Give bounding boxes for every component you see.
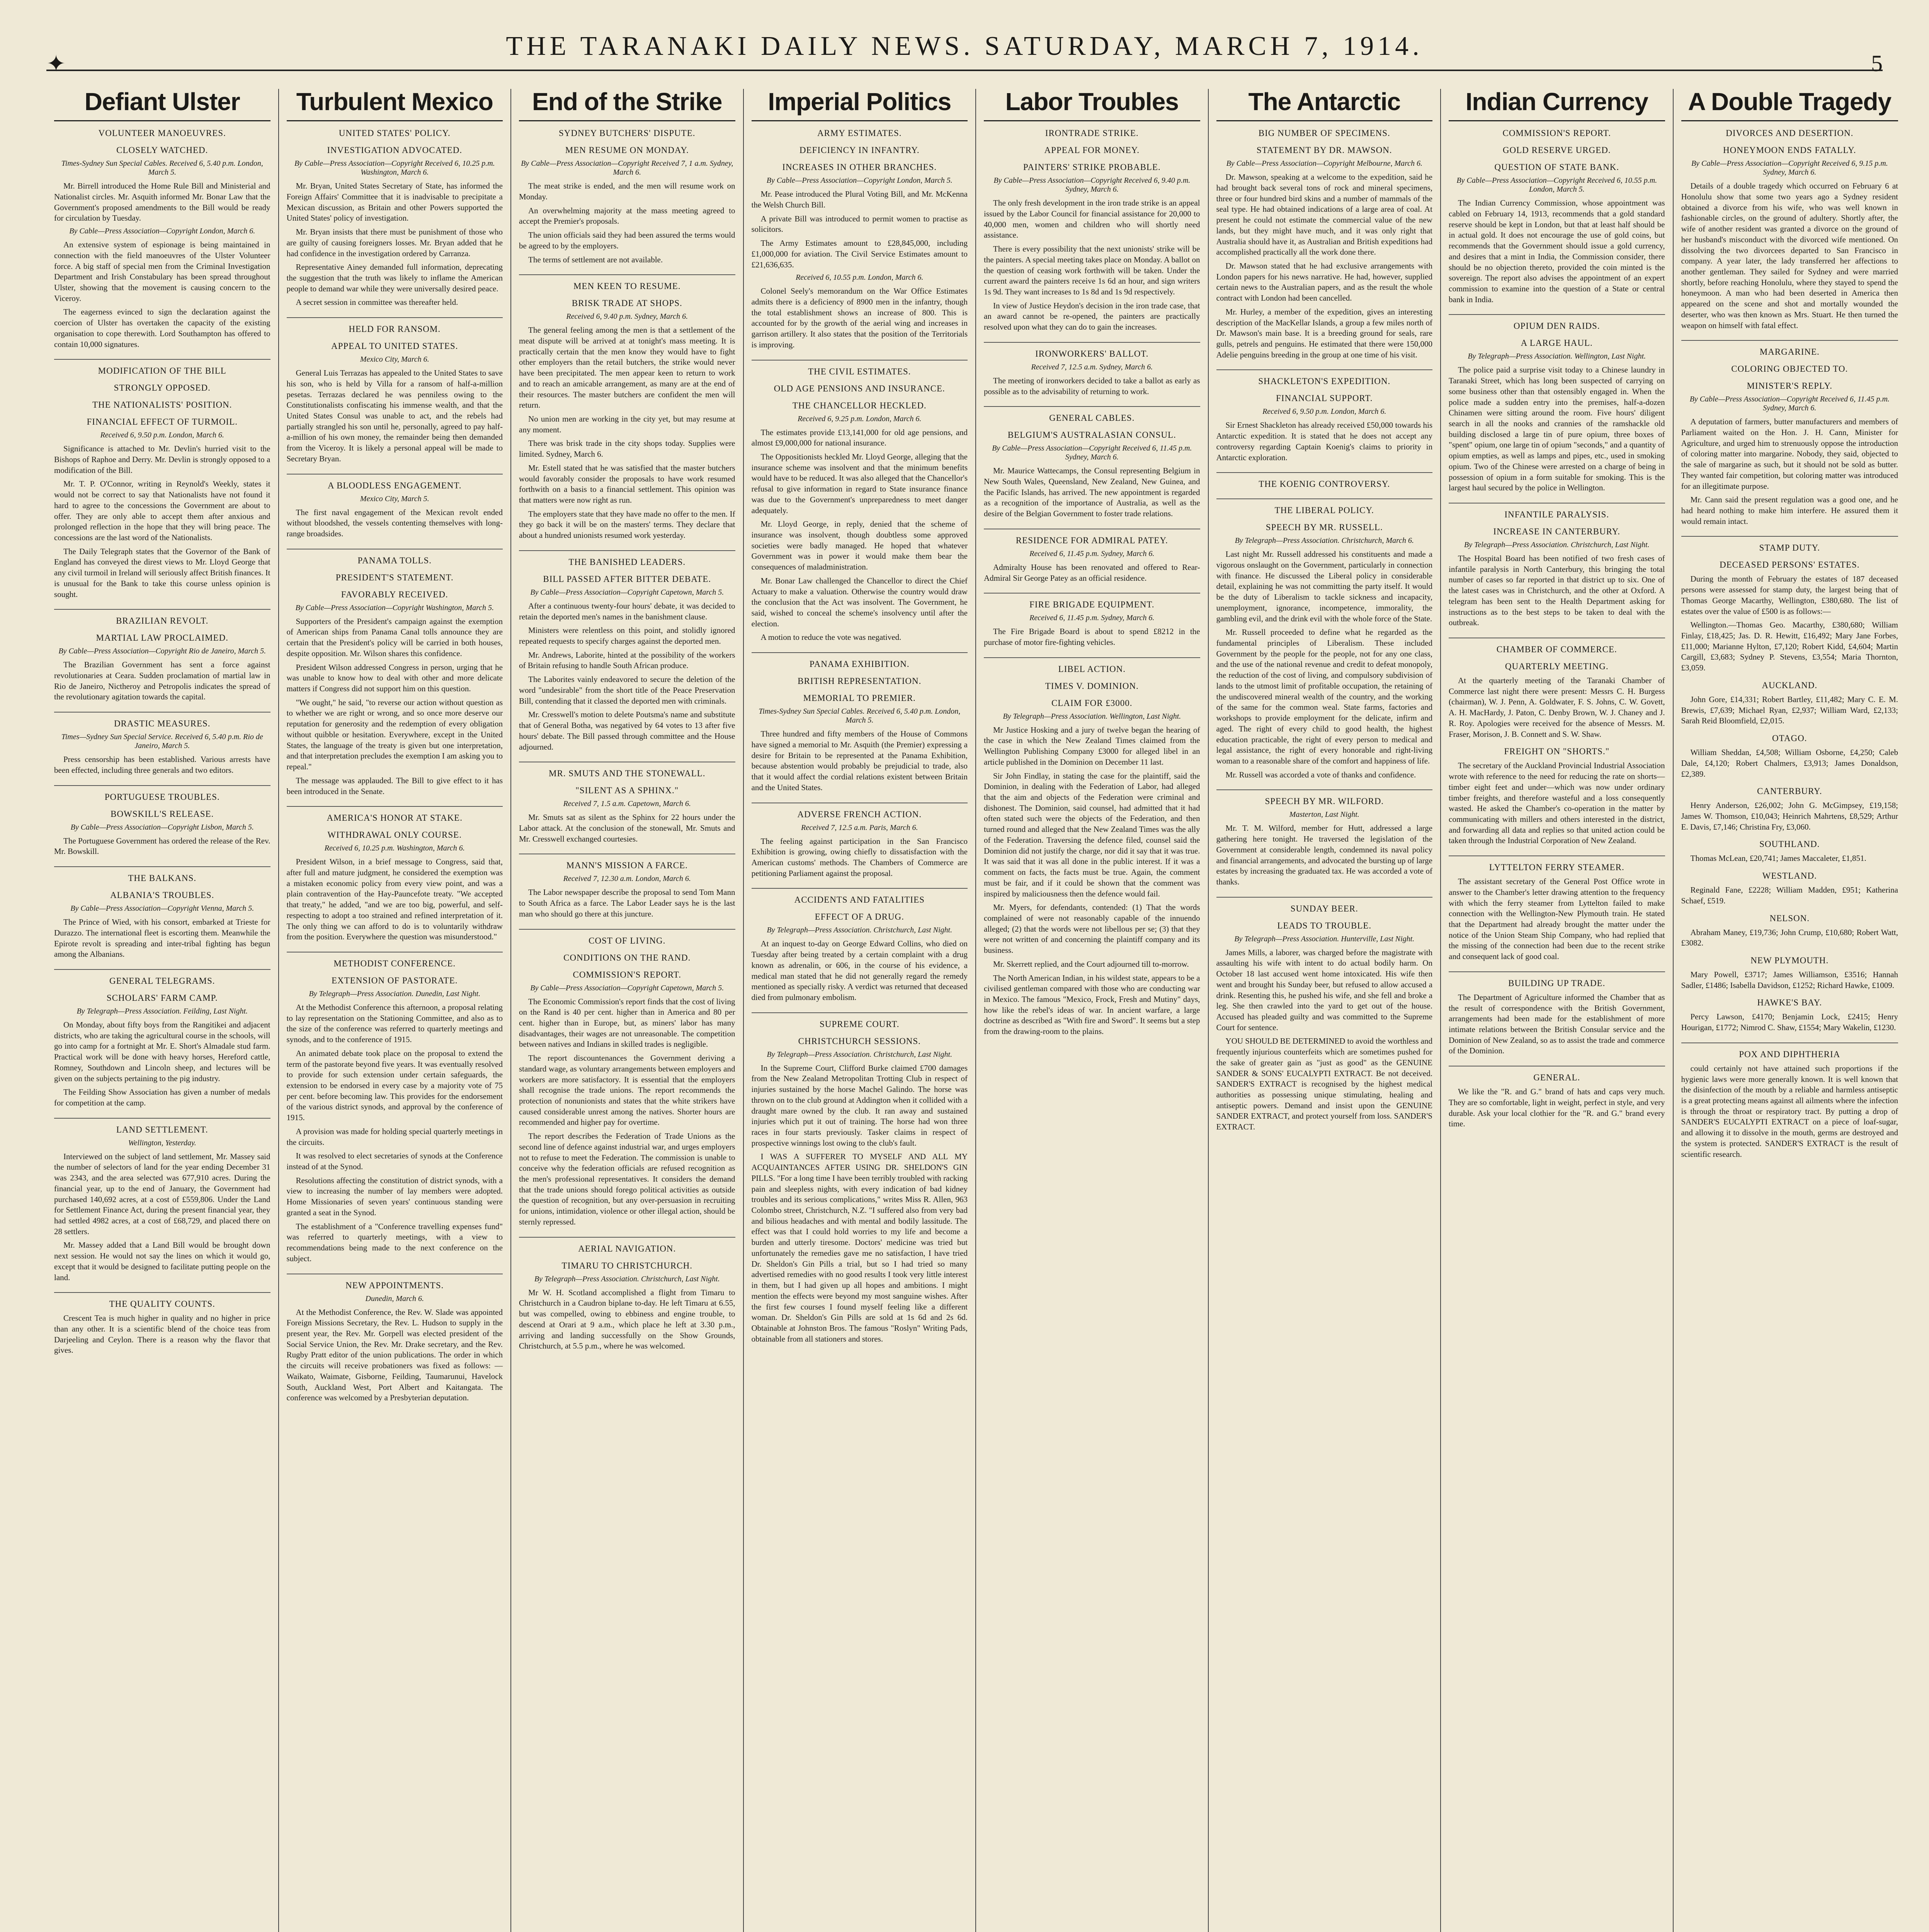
article-paragraph: could certainly not have attained such proportions if the hygienic laws were more generally known. It is well known that the disinfection of the mouth by a reliable and harmless antiseptic is a great protecting means against all ailments where the infection is through the throat or respiratory tract. By putting a drop of SANDER'S EUCALYPTI EXTRACT on a piece of loaf-sugar, and allowing it to dissolve in the mouth, germs are destroyed and the system is protected. SANDER'S EXTRACT is the result of scientific research.	[1681, 1063, 1898, 1159]
column-headline: Imperial Politics	[752, 89, 968, 121]
article-paragraph: Mr. Russell was accorded a vote of thanks and confidence.	[1225, 770, 1416, 779]
article-paragraph: The only fresh development in the iron trade strike is an appeal issued by the Labor Council for financial assistance for 20,000 to 40,000 men, women and children who will shortly need assistance.	[984, 198, 1200, 240]
dateline: By Cable—Press Association—Copyright Lisbon, March 5.	[70, 823, 254, 832]
section-subhead: NELSON.	[1769, 913, 1810, 923]
article-paragraph: Press censorship has been established. Various arrests have been effected, including three generals and two editors.	[54, 755, 270, 775]
news-column	[744, 89, 976, 1932]
section-subhead: MEN KEEN TO RESUME.	[519, 274, 735, 291]
masthead-title: THE TARANAKI DAILY NEWS. SATURDAY, MARCH 7, 1914.	[506, 31, 1423, 61]
section-subhead: CLOSELY WATCHED.	[116, 145, 208, 155]
dateline: By Telegraph—Press Association. Christchurch, Last Night.	[534, 1274, 720, 1283]
article-paragraph: Mr. Hurley, a member of the expedition, gives an interesting description of the MacKellar Islands, a group a few miles north of Dr. Mawson's main base. It is a breeding ground for seals, rare gulls, petrels and penguins. He estimated that there were 150,000 Adelie penguins breeding in the group at one time of his visit.	[1216, 307, 1432, 359]
article-paragraph: The message was applauded. The Bill to give effect to it has been introduced in the Senate.	[286, 776, 503, 796]
dateline: By Cable—Press Association—Copyright Received 7, 1 a.m. Sydney, March 6.	[521, 159, 733, 177]
section-subhead: COLORING OBJECTED TO.	[1731, 364, 1848, 374]
section-subhead: CONDITIONS ON THE RAND.	[563, 952, 691, 963]
section-subhead: THE NATIONALISTS' POSITION.	[92, 400, 232, 410]
article-paragraph: There was brisk trade in the city shops today. Supplies were limited. Sydney, March 6.	[519, 439, 735, 459]
section-subhead: ADVERSE FRENCH ACTION.	[752, 803, 968, 820]
news-column	[1441, 89, 1674, 1932]
section-subhead: PORTUGUESE TROUBLES.	[54, 785, 270, 802]
section-subhead: PAINTERS' STRIKE PROBABLE.	[1023, 162, 1161, 172]
section-subhead: MINISTER'S REPLY.	[1747, 381, 1833, 391]
article-paragraph: The Indian Currency Commission, whose appointment was cabled on February 14, 1913, recommends that a gold standard reserve should be kept in London, but that at least half should be in actual gold. It does not encourage the use of gold coins, but recommends that the Government should issue a gold currency, and desires that a mint in India, the Commission consider, there should be no objection thereto, provided the coin minted is the sovereign. The report also advises the appointment of an expert commission to examine into the question of a State or central bank in India.	[1449, 198, 1665, 304]
column-headline: End of the Strike	[519, 89, 735, 121]
section-subhead: LEADS TO TROUBLE.	[1277, 920, 1372, 930]
article-paragraph: The North American Indian, in his wildest state, appears to be a civilised gentleman compared with those who are conducting war in Mexico. The famous "Mexico, Frock, Fresh and Mutiny" days, how like the rebel's ideas of war. In ancient warfare, a large doctrine as described as "With fire and Sword". It seems but a step from the drawing-room to the plains.	[984, 973, 1200, 1036]
dateline: By Cable—Press Association—Copyright Melbourne, March 6.	[1226, 159, 1423, 168]
article-paragraph: Mr. Bryan insists that there must be punishment of those who are guilty of causing foreigners losses. Mr. Bryan added that he had confidence in the investigation ordered by Carranza.	[286, 227, 503, 258]
section-subhead: TIMARU TO CHRISTCHURCH.	[561, 1260, 692, 1270]
article-paragraph: Mr. Bonar Law challenged the Chancellor to direct the Chief Actuary to make a valuation. Otherwise the country would draw the conclusion that the Act was insolvent. The Government, he said, wished to conceal the scheme's insolvency until after the election.	[751, 576, 968, 628]
section-subhead: AMERICA'S HONOR AT STAKE.	[287, 806, 503, 823]
dateline: By Cable—Press Association—Copyright London, March 6.	[69, 227, 255, 236]
news-column	[1674, 89, 1906, 1932]
section-subhead: INCREASE IN CANTERBURY.	[1493, 527, 1621, 536]
section-subhead: DECEASED PERSONS' ESTATES.	[1720, 560, 1860, 570]
dateline: By Cable—Press Association—Copyright Rio de Janeiro, March 5.	[58, 647, 266, 656]
article-paragraph: Mr W. H. Scotland accomplished a flight from Timaru to Christchurch in a Caudron biplane to-day. He left Timaru at 6.55, but was compelled, owing to ebbiness and engine trouble, to descend at Orari at 9 a.m., which place he left at 3.30 p.m., arriving and landing successfully on the Show Grounds, Christchurch, at 5.5 p.m., where he was welcomed.	[519, 1287, 735, 1351]
section-subhead: DIVORCES AND DESERTION.	[1726, 128, 1854, 138]
section-subhead: MODIFICATION OF THE BILL	[54, 359, 270, 376]
section-subhead: A LARGE HAUL.	[1521, 338, 1593, 348]
article-paragraph: It was resolved to elect secretaries of synods at the Conference instead of at the Synod.	[286, 1151, 503, 1172]
article-paragraph: An extensive system of espionage is being maintained in connection with the field manoeuvres of the Ulster Volunteer force. A big staff of special men from the Criminal Investigation Department and Irish Constabulary has been spread throughout Ulster, showing that the movement is causing concern to the Viceroy.	[54, 240, 270, 303]
article-paragraph: The Fire Brigade Board is about to spend £8212 in the purchase of motor fire-fighting vehicles.	[984, 627, 1200, 647]
article-paragraph: Henry Anderson, £26,002; John G. McGimpsey, £19,158; James W. Thomson, £10,043; Heinrich Mahrtens, £8,529; Arthur E. Davis, £7,146; Christina Fry, £3,060.	[1681, 801, 1898, 832]
section-subhead: SYDNEY BUTCHERS' DISPUTE.	[558, 128, 696, 138]
dateline: By Telegraph—Press Association. Christchurch, Last Night.	[767, 1050, 953, 1059]
article-paragraph: Mr. Bryan, United States Secretary of State, has informed the Foreign Affairs' Committee that it is inadvisable to precipitate a Mexican discussion, as Britain and other Powers supported the United States' policy of investigation.	[286, 181, 503, 223]
article-paragraph: Mr. Estell stated that he was satisfied that the master butchers would favorably consider the proposals to have work resumed forthwith on a basis to a financial settlement. This opinion was that matters were now right as run.	[519, 463, 735, 505]
section-subhead: SUPREME COURT.	[752, 1012, 968, 1029]
section-subhead: AUCKLAND.	[1762, 680, 1818, 690]
section-subhead: APPEAL FOR MONEY.	[1044, 145, 1140, 155]
article-paragraph: Mr. Cann said the present regulation was a good one, and he had heard nothing to make him interfere. He assured them it would remain intact.	[1681, 495, 1898, 526]
section-subhead: THE BALKANS.	[54, 866, 270, 883]
article-paragraph: The secretary of the Auckland Provincial Industrial Association wrote with reference to the need for reducing the rate on shorts—timber eight feet and under—which was now under ordinary timber freights, and therefore wasteful and a loss consequently wasted. He asked the Chamber's co-operation in the matter by communicating with millers and others interested in the district, and forwarding all data and replies so that united action could be taken through the Industrial Corporation of New Zealand.	[1449, 761, 1665, 845]
section-subhead: TIMES V. DOMINION.	[1045, 681, 1139, 691]
news-column	[46, 89, 279, 1932]
article-paragraph: In view of Justice Heydon's decision in the iron trade case, that an award cannot be re-opened, the painters are practically resolved upon what they can do to gain the increases.	[984, 301, 1200, 332]
article-paragraph: Resolutions affecting the constitution of district synods, with a view to increasing the number of lay members were adopted. Home Missionaries of seven years' continuous standing were granted a seat in the Synod.	[286, 1175, 503, 1217]
article-paragraph: The eagerness evinced to sign the declaration against the coercion of Ulster has overtaken the capacity of the existing organisation to cope therewith. Lord Southampton has offered to contain 10,000 signatures.	[54, 307, 270, 349]
dateline: Received 7, 12.5 a.m. Sydney, March 6.	[1031, 362, 1153, 371]
article-paragraph: The Portuguese Government has ordered the release of the Rev. Mr. Bowskill.	[54, 836, 270, 856]
article-paragraph: Significance is attached to Mr. Devlin's hurried visit to the Bishops of Raphoe and Derry. Mr. Devlin is strongly opposed to a modification of the Bill.	[54, 444, 270, 475]
dateline: Times—Sydney Sun Special Service. Received 6, 5.40 p.m. Rio de Janeiro, March 5.	[61, 733, 263, 750]
dateline: Received 7, 12.5 a.m. Paris, March 6.	[801, 823, 918, 832]
section-subhead: MARTIAL LAW PROCLAIMED.	[96, 633, 228, 643]
dateline: Received 6, 10.55 p.m. London, March 6.	[796, 273, 924, 282]
dateline: By Telegraph—Press Association. Wellington, Last Night.	[1468, 352, 1646, 361]
article-paragraph: Mr Justice Hosking and a jury of twelve began the hearing of the case in which the New Zealand Times claimed from the Wellington Publishing Company £3000 for alleged libel in an article published in the Dominion on December 11 last.	[984, 725, 1200, 767]
article-paragraph: The terms of settlement are not available.	[528, 255, 663, 264]
dateline: Received 6, 9.40 p.m. Sydney, March 6.	[566, 312, 688, 321]
section-subhead: NEW PLYMOUTH.	[1750, 955, 1829, 965]
article-paragraph: Crescent Tea is much higher in quality and no higher in price than any other. It is a scientific blend of the choice teas from Darjeeling and Ceylon. There is a reason why the flavor that gives.	[54, 1313, 270, 1355]
section-subhead: BUILDING UP TRADE.	[1449, 971, 1665, 988]
section-subhead: GENERAL CABLES.	[984, 406, 1200, 423]
section-subhead: CHAMBER OF COMMERCE.	[1449, 638, 1665, 655]
dateline: By Telegraph—Press Association. Wellington, Last Night.	[1003, 712, 1181, 721]
article-paragraph: President Wilson, in a brief message to Congress, said that, after full and mature judgment, he considered the exemption was a mistaken economic policy from every view point, and was a plain contravention of the Hay-Pauncefote treaty. "We accepted that treaty," he added, "and we are too big, powerful, and self-respecting to adopt a too strained and refined interpretation of it. The only thing we can afford to do is to voluntarily withdraw from the position. Everywhere the question was misunderstood."	[286, 857, 503, 942]
article-paragraph: Mary Powell, £3717; James Williamson, £3516; Hannah Sadler, £1486; Isabella Davidson, £1252; Richard Hawke, £1009.	[1681, 969, 1898, 990]
dateline: By Cable—Press Association—Copyright Received 6, 9.15 p.m. Sydney, March 6.	[1691, 159, 1888, 177]
article-paragraph: Thomas McLean, £20,741; James Maccaleter, £1,851.	[1690, 854, 1866, 863]
section-subhead: BRISK TRADE AT SHOPS.	[572, 298, 682, 308]
article-paragraph: A motion to reduce the vote was negatived.	[760, 633, 902, 642]
article-paragraph: Percy Lawson, £4170; Benjamin Lock, £2415; Henry Hourigan, £1772; Nimrod C. Shaw, £1554; Mary Wakelin, £1230.	[1681, 1012, 1898, 1032]
dateline: By Telegraph—Press Association. Christchurch, Last Night.	[1464, 541, 1650, 549]
section-subhead: DEFICIENCY IN INFANTRY.	[799, 145, 920, 155]
section-subhead: IRONTRADE STRIKE.	[1045, 128, 1139, 138]
section-subhead: IRONWORKERS' BALLOT.	[984, 342, 1200, 359]
article-paragraph: Colonel Seely's memorandum on the War Office Estimates admits there is a deficiency of 8900 men in the infantry, though the total establishment shows an increase of 800. This is accounted for by the growth of the aerial wing and increases in garrison artillery. It also states that the position of the Territorials is improving.	[751, 286, 968, 349]
article-paragraph: Mr. Russell proceeded to define what he regarded as the fundamental principles of Liberalism. These included Government by the people for the people, not for any one class, and the use of the national revenue and credit to defeat monopoly, the reduction of the cost of living, and compulsory subdivision of lands to the utmost limit of profitable occupation, the retaining of the undiscovered mineral wealth of the country, and the working of the same for the common weal. State farms, factories and workshops to provide employment for the delicate, infirm and aged. The right of every child to good health, the highest education practicable, the right of every person to medical and legal assistance, the right of every honorable and right-living woman to a reasonable share of the comfort and happiness of life.	[1216, 628, 1432, 765]
dateline: By Cable—Press Association—Copyright Received 6, 9.40 p.m. Sydney, March 6.	[993, 176, 1191, 194]
dateline: By Telegraph—Press Association. Feilding, Last Night.	[77, 1007, 248, 1015]
news-column	[1209, 89, 1441, 1932]
article-paragraph: Mr. Lloyd George, in reply, denied that the scheme of insurance was insolvent, though doubtless some approved societies were badly managed. He hoped that whatever Government was in power it would make them bear the consequences of maladministration.	[751, 519, 968, 572]
section-subhead: GENERAL TELEGRAMS.	[54, 969, 270, 986]
section-subhead: ARMY ESTIMATES.	[817, 128, 902, 138]
section-subhead: WITHDRAWAL ONLY COURSE.	[327, 830, 462, 840]
article-paragraph: The report discountenances the Government deriving a standard wage, as voluntary arrangements between employers and workers are more satisfactory. It is essential that the employers shall recognise the trade unions. The report recommends the protection of nonunionists and states that the white strikers have caused considerable unrest among the natives. Shorter hours are recommended and higher pay for overtime.	[519, 1053, 735, 1127]
article-paragraph: "We ought," he said, "to reverse our action without question as to whether we are right or wrong, and so once more deserve our reputation for generosity and the redemption of every obligation without quibble or hesitation. Everywhere, except in the United States, the language of the treaty is given but one interpretation, and that interpretation precludes the exemption I am asking you to repeal."	[286, 697, 503, 772]
section-subhead: THE CIVIL ESTIMATES.	[752, 360, 968, 377]
section-subhead: THE KOENIG CONTROVERSY.	[1216, 472, 1433, 489]
section-subhead: BIG NUMBER OF SPECIMENS.	[1258, 128, 1390, 138]
article-paragraph: The Daily Telegraph states that the Governor of the Bank of England has conveyed the direst views to Mr. Lloyd George that any civil turmoil in Ireland will seriously affect British finances. It is unusual for the Bank to take this course unless opinion is sought.	[54, 546, 270, 599]
section-subhead: LYTTELTON FERRY STEAMER.	[1449, 855, 1665, 872]
article-paragraph: Details of a double tragedy which occurred on February 6 at Honolulu show that some two years ago a Sydney resident obtained a divorce from his wife, who was well known in fashionable circles, on the ground of adultery. Shortly after, the wife of another resident was granted a divorce on the ground of her husband's misconduct with the divorced wife mentioned. On dissolving the two divorcees departed to San Francisco in company. A year later, the lady transferred her affections to another gentleman. They sailed for Sydney and were married shortly, before reaching Honolulu, where they stayed to spend the honeymoon. A man who had been deserted in America then appeared on the scene and shot and mortally wounded the deserter, who was then known as Mrs. Stuart. He then turned the weapon on himself with fatal effect.	[1681, 181, 1898, 330]
section-subhead: STRONGLY OPPOSED.	[114, 383, 211, 393]
article-paragraph: The employers state that they have made no offer to the men. If they go back it will be on the masters' terms. They declare that about a hundred unionists resumed work yesterday.	[519, 509, 735, 540]
dateline: By Cable—Press Association—Copyright Received 6, 11.45 p.m. Sydney, March 6.	[992, 444, 1192, 462]
section-subhead: A BLOODLESS ENGAGEMENT.	[287, 474, 503, 491]
article-paragraph: Sir Ernest Shackleton has already received £50,000 towards his Antarctic expedition. It is stated that he does not accept any controversy regarding Captain Koenig's claims to priority in Antarctic exploration.	[1216, 420, 1432, 462]
article-paragraph: Supporters of the President's campaign against the exemption of American ships from Panama Canal tolls announce they are certain that the President's policy will be carried in both houses, despite opposition. Mr. Wilson shares this confidence.	[286, 616, 503, 658]
article-paragraph: General Luis Terrazas has appealed to the United States to save his son, who is held by Villa for a ransom of half-a-million pesetas. Terrazas declared he was penniless owing to the Constitutionalists confiscating his immense wealth, and that the United States Consul was unable to act, and the rebels had partially strangled his son until he, personally, agreed to pay half-a-million of his own money, the remainder being then demanded from the Viceroy. It is likely a personal appeal will be made to Secretary Bryan.	[286, 368, 503, 463]
section-subhead: SCHOLARS' FARM CAMP.	[106, 993, 218, 1003]
section-subhead: FAVORABLY RECEIVED.	[341, 589, 448, 599]
article-paragraph: On Monday, about fifty boys from the Rangitikei and adjacent districts, who are taking the agricultural course in the schools, will go into camp for a fortnight at Mr. E. Short's Almadale stud farm. Practical work will be done with heavy horses, Hereford cattle, Romney, Southdown and Lincoln sheep, and lectures will be given on the subjects pertaining to the pig industry.	[54, 1020, 270, 1083]
article-paragraph: Dr. Mawson stated that he had exclusive arrangements with London papers for his news narrative. He had, however, supplied certain news to the Australian papers, and as the result the whole contract with London had been cancelled.	[1216, 261, 1432, 303]
dateline: Wellington, Yesterday.	[128, 1138, 196, 1147]
section-subhead: BILL PASSED AFTER BITTER DEBATE.	[543, 574, 711, 584]
section-subhead: SUNDAY BEER.	[1216, 897, 1433, 914]
section-subhead: OTAGO.	[1772, 733, 1807, 743]
article-paragraph: The Economic Commission's report finds that the cost of living on the Rand is 40 per cent. higher than in America and 80 per cent. higher than in Europe, but, as miners' labor has many disadvantages, their wages are not unreasonable. The competition between natives and Indians in skilled trades is negligible.	[519, 997, 735, 1049]
column-headline: Turbulent Mexico	[287, 89, 503, 121]
news-columns	[46, 89, 1906, 1932]
section-subhead: NEW APPOINTMENTS.	[287, 1274, 503, 1291]
section-subhead: MEMORIAL TO PREMIER.	[803, 693, 916, 703]
section-subhead: MARGARINE.	[1681, 340, 1898, 357]
section-subhead: COMMISSION'S REPORT.	[1502, 128, 1611, 138]
dateline: Received 6, 9.25 p.m. London, March 6.	[798, 414, 922, 423]
section-subhead: PANAMA TOLLS.	[287, 549, 503, 566]
dateline: By Cable—Press Association—Copyright London, March 5.	[766, 176, 953, 185]
article-paragraph: A private Bill was introduced to permit women to practise as solicitors.	[751, 214, 968, 234]
dateline: Mexico City, March 6.	[360, 355, 429, 364]
dateline: Received 7, 1.5 a.m. Capetown, March 6.	[563, 799, 691, 808]
article-paragraph: Representative Ainey demanded full information, deprecating the suggestion that the truth was likely to inflame the American people to demand war while they were universally desired peace.	[286, 262, 503, 293]
article-paragraph: The Prince of Wied, with his consort, embarked at Trieste for Durazzo. The international fleet is escorting them. Meanwhile the Epirote revolt is spreading and inter-tribal fighting has begun among the Albanians.	[54, 917, 270, 959]
section-subhead: QUESTION OF STATE BANK.	[1494, 162, 1619, 172]
section-subhead: INVESTIGATION ADVOCATED.	[327, 145, 463, 155]
article-paragraph: The police paid a surprise visit today to a Chinese laundry in Taranaki Street, which has long been suspected of carrying on some business other than that ostensibly engaged in. When the police made a sudden entry into the premises, half-a-dozen Chinamen were sitting around the room. Five hours' diligent search in all the nooks and crannies of the ramshackle old building disclosed a large tin of pure opium, three boxes of "spent" opium, one large tin of opium "seconds," and a quantity of opium empties, as well as lamps and pipes, etc., used in smoking opium. Two of the Chinese were arrested on a charge of being in possession of opium in a form suitable for smoking. This is the largest haul secured by the police in Wellington.	[1449, 365, 1665, 493]
section-subhead: FINANCIAL SUPPORT.	[1276, 393, 1373, 403]
article-paragraph: Reginald Fane, £2228; William Madden, £951; Katherina Schaef, £519.	[1681, 885, 1898, 905]
article-paragraph: An overwhelming majority at the mass meeting agreed to accept the Premier's proposals.	[519, 206, 735, 226]
section-subhead: FREIGHT ON "SHORTS."	[1504, 747, 1610, 757]
article-paragraph: The Hospital Board has been notified of two fresh cases of infantile paralysis in North Canterbury, this bringing the total number of cases so far reported in that district up to six. One of the latest cases was in Christchurch, and the other at Oxford. A telegram has been sent to the Health Department asking for instructions as to the best steps to be taken to deal with the outbreak.	[1449, 554, 1665, 628]
dateline: By Telegraph—Press Association. Christchurch, March 6.	[1235, 536, 1414, 545]
news-column	[279, 89, 512, 1932]
section-subhead: UNITED STATES' POLICY.	[339, 128, 451, 138]
article-paragraph: A deputation of farmers, butter manufacturers and members of Parliament waited on the Hon. J. H. Cann, Minister for Agriculture, and urged him to strenuously oppose the introduction of coloring matter into margarine. Nobody, they said, objected to the sale of margarine as such, but it should not be sold as butter. They wanted fair competition, but coloring matter was introduced for an illegitimate purpose.	[1681, 417, 1898, 491]
section-subhead: COST OF LIVING.	[519, 929, 735, 946]
section-subhead: CLAIM FOR £3000.	[1051, 698, 1133, 708]
section-subhead: HONEYMOON ENDS FATALLY.	[1723, 145, 1856, 155]
dateline: By Telegraph—Press Association. Hunterville, Last Night.	[1234, 934, 1415, 943]
dateline: Received 7, 12.30 a.m. London, March 6.	[563, 874, 691, 883]
article-paragraph: Sir John Findlay, in stating the case for the plaintiff, said the Dominion, in dealing with the Federation of Labor, had alleged that the aim and objects of the Federation were criminal and dishonest. The Dominion, said counsel, had admitted that it had often stated such were the objects of the Federation, and then turned round and alleged that the New Zealand Times was the ally of the Federation. Traversing the defence filed, counsel said the Dominion did not justify the charge, nor did it say that it was true. It was said that it was all done in the public interest. If it was a comment on facts, the facts must be true. Again, the comment must be fair, and if it could be shown that the comment was inspired by maliciousness then the defence would fail.	[984, 771, 1200, 898]
dateline: By Telegraph—Press Association. Christchurch, Last Night.	[767, 926, 953, 935]
article-paragraph: Mr. T. P. O'Connor, writing in Reynold's Weekly, states it would not be correct to say that Nationalists have not found it hard to agree to the concessions the Government are about to offer. They are only able to accept them after anxious and prolonged reflection in the hope that they will bring peace. The concessions are the last word of the Nationalists.	[54, 479, 270, 542]
section-subhead: BELGIUM'S AUSTRALASIAN CONSUL.	[1007, 430, 1176, 440]
article-paragraph: We like the "R. and G." brand of hats and caps very much. They are so comfortable, light in weight, perfect in style, and very durable. Ask your local clothier for the "R. and G." brand every time.	[1449, 1087, 1665, 1129]
section-subhead: CHRISTCHURCH SESSIONS.	[798, 1036, 921, 1046]
article-paragraph: Last night Mr. Russell addressed his constituents and made a vigorous onslaught on the Government, particularly in connection with finance. He discussed the Liberal policy in considerable detail, explaining he was not committing the party itself. It would be the duty of Liberalism to tackle sickness and incapacity, unemployment, ignorance, incompetence, immorality, the gambling evil, and the drink evil with the whole force of the State.	[1216, 549, 1432, 623]
dateline: By Telegraph—Press Association. Dunedin, Last Night.	[309, 989, 481, 998]
dateline: Dunedin, March 6.	[365, 1294, 424, 1303]
section-subhead: SPEECH BY MR. RUSSELL.	[1266, 522, 1383, 532]
section-subhead: SHACKLETON'S EXPEDITION.	[1216, 369, 1433, 386]
section-subhead: METHODIST CONFERENCE.	[287, 952, 503, 969]
section-subhead: STATEMENT BY DR. MAWSON.	[1256, 145, 1392, 155]
section-subhead: APPEAL TO UNITED STATES.	[331, 341, 458, 351]
article-paragraph: I WAS A SUFFERER TO MYSELF AND ALL MY ACQUAINTANCES AFTER USING DR. SHELDON'S GIN PILLS. "For a long time I have been terribly troubled with racking pain and sleepless nights, with every indication of bad kidney troubles and its serious complications," writes Miss R. Allen, 963 Colombo street, Christchurch, N.Z. "I suffered also from very bad and bilious headaches and with mental and bodily lassitude. The effect was that I could hold worries to my life and become a burden and utterly tiresome. Doctors' medicine was tried but unfortunately the remedies gave me no satisfaction, I have tried Dr. Sheldon's Gin Pills a trial, but so I had tried so many advertised remedies with no good results I took very little interest in them, but I had given up all hopes and ambitions. I might mention the effects were beyond my most sanguine wishes. After the first few courses I found myself feeling like a different woman. Dr. Sheldon's Gin Pills are sold at 1s 6d and 2s 6d. Obtainable at Johnston Bros. The famous "Roslyn" Writing Pads, obtainable from all stationers and stores.	[751, 1152, 968, 1344]
article-paragraph: The report describes the Federation of Trade Unions as the second line of defence against industrial war, and urges employers not to refuse to meet the Federation. The commission is unable to conceive why the federation officials are refused recognition as the men's professional representatives. It considers the demand that the trade unions should forego political activities as outside the question of recognition, but any over-persuasion in recruiting for unions, intimidation, violence or other illegal action, should be sternly repressed.	[519, 1131, 735, 1226]
article-paragraph: The first naval engagement of the Mexican revolt ended without bloodshed, the vessels contenting themselves with long-range broadsides.	[286, 507, 503, 538]
article-paragraph: Abraham Maney, £19,736; John Crump, £10,680; Robert Watt, £3082.	[1681, 927, 1898, 948]
article-paragraph: The union officials said they had been assured the terms would be agreed to by the employers.	[519, 230, 735, 250]
section-subhead: HELD FOR RANSOM.	[287, 317, 503, 334]
article-paragraph: The Department of Agriculture informed the Chamber that as the result of correspondence with the British Government, arrangements had been made for the establishment of more intimate relations between the British Consular service and the Dominion of New Zealand, so as to assist the trade and commerce of the Dominion.	[1449, 992, 1665, 1056]
section-subhead: BRAZILIAN REVOLT.	[54, 609, 270, 626]
column-headline: Indian Currency	[1449, 89, 1665, 121]
section-subhead: CANTERBURY.	[1757, 786, 1822, 796]
dateline: By Cable—Press Association—Copyright Received 6, 10.25 p.m. Washington, March 6.	[294, 159, 495, 177]
article-paragraph: President Wilson addressed Congress in person, urging that he was unable to know how to deal with other and more delicate matters if Congress did not support him on this question.	[286, 662, 503, 694]
article-paragraph: No union men are working in the city yet, but may resume at any moment.	[519, 414, 735, 434]
article-paragraph: The estimates provide £13,141,000 for old age pensions, and almost £9,000,000 for national insurance.	[751, 427, 968, 448]
section-subhead: THE LIBERAL POLICY.	[1216, 498, 1433, 515]
article-paragraph: The assistant secretary of the General Post Office wrote in answer to the Chamber's letter drawing attention to the frequency with which the ferry steamer from Lyttelton failed to make connection with the Wellington-New Plymouth train. He stated that the Department had already brought the matter under the notice of the Union Steam Ship Company, who had replied that the missing of the connection had been due to the recent strike and consequent lack of good coal.	[1449, 877, 1665, 961]
section-subhead: SOUTHLAND.	[1759, 839, 1820, 849]
article-paragraph: Mr. Massey added that a Land Bill would be brought down next session. He would not say the lines on which it would go, except that it would be designed to facilitate putting people on the land.	[54, 1240, 270, 1282]
article-paragraph: The Laborites vainly endeavored to secure the deletion of the word "undesirable" from the short title of the Peace Preservation Bill, contending that it classed the deported men with criminals.	[519, 675, 735, 706]
dateline: Received 6, 9.50 p.m. London, March 6.	[1262, 407, 1386, 416]
section-subhead: BRITISH REPRESENTATION.	[798, 676, 922, 686]
section-subhead: STAMP DUTY.	[1681, 536, 1898, 553]
section-subhead: QUARTERLY MEETING.	[1505, 662, 1609, 672]
article-paragraph: There is every possibility that the next unionists' strike will be the painters. A special meeting takes place on Monday. A ballot on the question of ceasing work forthwith will be taken. Under the current award the painters receive 1s 6d an hour, and sign writers 1s 9d. They want increases to 1s 8d and 1s 9d respectively.	[984, 244, 1200, 296]
page-mark: ✦	[46, 51, 66, 77]
article-paragraph: The Feilding Show Association has given a number of medals for competition at the camp.	[54, 1087, 270, 1107]
dateline: Times-Sydney Sun Special Cables. Received 6, 5.40 p.m. London, March 5.	[61, 159, 263, 177]
section-subhead: EXTENSION OF PASTORATE.	[331, 975, 458, 985]
article-paragraph: At the Methodist Conference, the Rev. W. Slade was appointed Foreign Missions Secretary, the Rev. L. Hudson to supply in the present year, the Rev. Mr. Gorpell was elected president of the Social Service Union, the Rev. Mr. Drake secretary, and the Rev. Rugby Pratt editor of the union publications. The order in which the circuits will receive probationers was fixed as follows: —Waikato, Waimate, Gisborne, Feilding, Taumarunui, Havelock South, Auckland West, Port Albert and Kaitangata. The conference was welcomed by a Presbyterian deputation.	[286, 1307, 503, 1403]
dateline: Received 6, 9.50 p.m. London, March 6.	[100, 431, 224, 440]
article-paragraph: A secret session in committee was thereafter held.	[296, 298, 458, 307]
section-subhead: AERIAL NAVIGATION.	[519, 1237, 735, 1254]
section-subhead: SPEECH BY MR. WILFORD.	[1216, 789, 1433, 806]
section-subhead: GENERAL.	[1449, 1066, 1665, 1083]
section-subhead: THE BANISHED LEADERS.	[519, 550, 735, 567]
article-paragraph: Wellington.—Thomas Geo. Macarthy, £380,680; William Finlay, £18,425; Jas. D. R. Hewitt, £16,492; Mary Jane Forbes, £11,000; Marianne Hylton, £7,120; Robert Kidd, £4,604; Martin Cargill, £3,683; Sydney P. Stevens, £3,554; Maria Thornton, £3,059.	[1681, 620, 1898, 673]
article-paragraph: During the month of February the estates of 187 deceased persons were assessed for stamp duty, the largest being that of Thomas George Macarthy, Wellington, £380,680. The list of estates over the value of £500 is as follows:—	[1681, 574, 1898, 616]
section-subhead: POX AND DIPHTHERIA	[1681, 1043, 1898, 1060]
article-paragraph: Ministers were relentless on this point, and stolidly ignored repeated requests to specify charges against the deported men.	[519, 626, 735, 646]
news-column	[511, 89, 744, 1932]
dateline: By Cable—Press Association—Copyright Capetown, March 5.	[530, 588, 724, 597]
dateline: By Cable—Press Association—Copyright Capetown, March 5.	[530, 983, 724, 992]
article-paragraph: James Mills, a laborer, was charged before the magistrate with assaulting his wife with intent to do actual bodily harm. On October 18 last accused went home intoxicated. His wife then went and brought his Sunday beer, but refused to allow accused a drink. Resenting this, he pushed his wife, and she fell and broke a leg. She then crawled into the yard to get out of the house. Accused has pleaded guilty and was committed to the Supreme Court for sentence.	[1216, 947, 1432, 1032]
section-subhead: WESTLAND.	[1762, 871, 1817, 881]
section-subhead: LAND SETTLEMENT.	[54, 1118, 270, 1135]
article-paragraph: YOU SHOULD BE DETERMINED to avoid the worthless and frequently injurious counterfeits which are sometimes pushed for the sake of greater gain as "just as good" as the GENUINE SANDER & SONS' EUCALYPTI EXTRACT. Be not deceived. SANDER'S EXTRACT is recognised by the highest medical authorities as possessing unique stimulating, healing and antiseptic powers. Demand and insist upon the GENUINE SANDER EXTRACT, and protect yourself from loss. SANDER'S EXTRACT.	[1216, 1036, 1432, 1132]
column-headline: A Double Tragedy	[1681, 89, 1898, 121]
section-subhead: FINANCIAL EFFECT OF TURMOIL.	[87, 417, 238, 427]
dateline: Mexico City, March 5.	[360, 494, 429, 503]
column-headline: The Antarctic	[1216, 89, 1433, 121]
news-column	[976, 89, 1209, 1932]
article-paragraph: An animated debate took place on the proposal to extend the term of the pastorate beyond five years. It was eventually resolved to provide for such extension under certain safeguards, the extension to be endorsed in every case by a majority vote of 75 per cent. before becoming law. This provides for the endorsement of the various district synods, and approval by the conference of 1915.	[286, 1048, 503, 1122]
section-subhead: EFFECT OF A DRUG.	[815, 912, 904, 922]
section-subhead: HAWKE'S BAY.	[1757, 998, 1822, 1008]
section-subhead: INCREASES IN OTHER BRANCHES.	[782, 162, 937, 172]
dateline: Masterton, Last Night.	[1289, 810, 1359, 819]
article-paragraph: Mr. Myers, for defendants, contended: (1) That the words complained of were not reasonably capable of the innuendo alleged; (2) that the words were not libellous per se; (3) that they were not written of and concerning the plaintiff company and its business.	[984, 903, 1200, 955]
article-paragraph: Dr. Mawson, speaking at a welcome to the expedition, said he had brought back several tons of rock and mineral specimens, three or four hundred bird skins and a number of mammals of the seal type. He had obtained indications of a large area of coal. At present he could not estimate the commercial value of the new lands, but they might have much, and it was only right that Australia should have it, as Australian and British expeditions had accomplished practically all the work done there.	[1216, 172, 1432, 257]
article-paragraph: The feeling against participation in the San Francisco Exhibition is growing, owing chiefly to dissatisfaction with the American customs' methods. The Chambers of Commerce are petitioning Parliament against the proposal.	[751, 836, 968, 878]
article-paragraph: The Labor newspaper describe the proposal to send Tom Mann to South Africa as a farce. The Labor Leader says he is the last man who should go there at this juncture.	[519, 888, 735, 918]
article-paragraph: William Sheddan, £4,508; William Osborne, £4,250; Caleb Dale, £4,120; Robert Chalmers, £3,913; James Donaldson, £2,389.	[1681, 748, 1898, 779]
article-paragraph: The Oppositionists heckled Mr. Lloyd George, alleging that the insurance scheme was insolvent and that the minimum benefits would have to be reduced. It was also alleged that the Chancellor's refusal to give information in regard to State insurance finance was due to the Government's unpreparedness to meet danger adequately.	[751, 452, 968, 515]
section-subhead: THE CHANCELLOR HECKLED.	[792, 400, 927, 410]
article-paragraph: The general feeling among the men is that a settlement of the meat dispute will be arrived at at tonight's mass meeting. It is practically certain that the men know they would have to fight other employers than the retail butchers, the strike would never have been precipitated. The men appear keen to return to work and to reach an amicable arrangement, as many are at the end of their resources. The master butchers are confident the men will return.	[519, 325, 735, 410]
article-paragraph: John Gore, £14,331; Robert Bartley, £11,482; Mary C. E. M. Brewis, £7,639; Michael Ryan, £2,937; William Ward, £2,133; Sarah Reid Bloomfield, £2,015.	[1681, 694, 1898, 726]
article-paragraph: Interviewed on the subject of land settlement, Mr. Massey said the number of selectors of land for the year ending December 31 was 2343, and the area selected was 677,910 acres. During the financial year, up to the end of January, the Government had purchased 140,692 acres, at a cost of £559,806. Under the Land for Settlement Finance Act, during the present financial year, they had settled 4982 acres, at a cost of £68,729, and placed there on 28 settlers.	[54, 1151, 270, 1236]
section-subhead: PRESIDENT'S STATEMENT.	[335, 572, 454, 582]
article-paragraph: Admiralty House has been renovated and offered to Rear-Admiral Sir George Patey as an official residence.	[984, 562, 1200, 583]
article-paragraph: The Army Estimates amount to £28,845,000, including £1,000,000 for aviation. The Civil Service Estimates amount to £21,636,635.	[751, 238, 968, 269]
section-subhead: FIRE BRIGADE EQUIPMENT.	[984, 593, 1200, 610]
article-paragraph: At the quarterly meeting of the Taranaki Chamber of Commerce last night there were present: Messrs C. H. Burgess (chairman), W. J. Penn, A. Goldwater, F. S. Johns, C. W. Govett, A. H. MacHardy, J. Paton, C. Denby Brown, W. J. Chaney and J. R. Roy. Apologies were received for the absence of Messrs. M. Fraser, Morison, J. B. Connett and S. W. Shaw.	[1449, 676, 1665, 739]
section-subhead: MEN RESUME ON MONDAY.	[565, 145, 689, 155]
section-subhead: VOLUNTEER MANOEUVRES.	[98, 128, 226, 138]
article-paragraph: Mr. Birrell introduced the Home Rule Bill and Ministerial and Nationalist circles. Mr. Asquith informed Mr. Bonar Law that the Government's proposed amendments to the Bill would be ready for circulation by Tuesday.	[54, 181, 270, 223]
section-subhead: "SILENT AS A SPHINX."	[575, 786, 679, 796]
article-paragraph: The meat strike is ended, and the men will resume work on Monday.	[519, 181, 735, 201]
article-paragraph: Mr. Skerrett replied, and the Court adjourned till to-morrow.	[993, 959, 1189, 969]
article-paragraph: Three hundred and fifty members of the House of Commons have signed a memorial to Mr. Asquith (the Premier) expressing a desire for Britain to be represented at the Panama Exhibition, because abstention would probably be prejudicial to trade, also that it would affect the cordial relations existent between Britain and the United States.	[751, 729, 968, 792]
section-subhead: MR. SMUTS AND THE STONEWALL.	[519, 762, 735, 779]
dateline: By Cable—Press Association—Copyright Vienna, March 5.	[70, 904, 254, 913]
article-paragraph: After a continuous twenty-four hours' debate, it was decided to retain the deported men's names in the banishment clause.	[519, 601, 735, 621]
dateline: By Cable—Press Association—Copyright Received 6, 11.45 p.m. Sydney, March 6.	[1689, 395, 1890, 413]
section-subhead: BOWSKILL'S RELEASE.	[111, 809, 214, 819]
section-subhead: INFANTILE PARALYSIS.	[1449, 503, 1665, 520]
article-paragraph: In the Supreme Court, Clifford Burke claimed £700 damages from the New Zealand Metropolitan Trotting Club in respect of injuries sustained by the horse Machel Galindo. The horse was thrown on to the club ground at Addington when it collided with a draught mare owned by the club. It ran away and sustained injuries which put it out of training. The horse had won three races in four starts previously. Tasker claims in respect of prospective winnings lost owing to the club's fault.	[751, 1063, 968, 1148]
dateline: Received 6, 10.25 p.m. Washington, March 6.	[324, 844, 465, 853]
article-paragraph: At the Methodist Conference this afternoon, a proposal relating to lay representation on the Stationing Committee, and also as to the size of the conference was referred to quarterly meetings and synods, and to the conference of 1915.	[286, 1002, 503, 1044]
dateline: Received 6, 11.45 p.m. Sydney, March 6.	[1029, 614, 1155, 622]
dateline: By Cable—Press Association—Copyright Washington, March 5.	[295, 603, 494, 612]
dateline: Received 6, 11.45 p.m. Sydney, March 6.	[1029, 549, 1155, 558]
article-paragraph: Mr. Smuts sat as silent as the Sphinx for 22 hours under the Labor attack. At the conclusion of the stonewall, Mr. Smuts and Mr. Cresswell exchanged courtesies.	[519, 813, 735, 844]
section-subhead: COMMISSION'S REPORT.	[573, 969, 681, 980]
article-paragraph: A provision was made for holding special quarterly meetings in the circuits.	[286, 1126, 503, 1147]
article-paragraph: The Brazilian Government has sent a force against revolutionaries at Ceara. Sudden proclamation of martial law in Rio de Janeiro, Nictheroy and Petropolis indicates the spread of the revolutionary agitation towards the capital.	[54, 660, 270, 702]
section-subhead: OPIUM DEN RAIDS.	[1449, 314, 1665, 331]
section-subhead: ACCIDENTS AND FATALITIES	[752, 888, 968, 905]
dateline: Times-Sydney Sun Special Cables. Received 6, 5.40 p.m. London, March 5.	[759, 707, 961, 725]
section-subhead: LIBEL ACTION.	[984, 657, 1200, 674]
column-headline: Defiant Ulster	[54, 89, 270, 121]
section-subhead: GOLD RESERVE URGED.	[1502, 145, 1611, 155]
section-subhead: PANAMA EXHIBITION.	[752, 652, 968, 669]
article-paragraph: The establishment of a "Conference travelling expenses fund" was referred to quarterly meetings, with a view to recommendations being made to the next conference on the subject.	[286, 1221, 503, 1263]
page-number: 5	[1871, 51, 1883, 76]
dateline: By Cable—Press Association—Copyright Received 6, 10.55 p.m. London, March 5.	[1456, 176, 1657, 194]
section-subhead: THE QUALITY COUNTS.	[54, 1292, 270, 1309]
article-paragraph: Mr. Andrews, Laborite, hinted at the possibility of the workers of Britain refusing to handle South African produce.	[519, 650, 735, 670]
section-subhead: ALBANIA'S TROUBLES.	[110, 890, 214, 900]
section-subhead: DRASTIC MEASURES.	[54, 712, 270, 729]
section-subhead: RESIDENCE FOR ADMIRAL PATEY.	[984, 529, 1200, 546]
article-paragraph: Mr. T. M. Wilford, member for Hutt, addressed a large gathering here tonight. He traversed the legislation of the Government at considerable length, condemned its naval policy and financial arrangements, and advocated the bursting up of large estates by increasing the graduated tax. He was accorded a vote of thanks.	[1216, 823, 1432, 886]
article-paragraph: Mr. Maurice Wattecamps, the Consul representing Belgium in New South Wales, Queensland, New Zealand, New Guinea, and the Pacific Islands, has arrived. The new appointment is regarded as a recognition of the importance of Australia, as well as the desire of the Belgian Government to foster trade relations.	[984, 466, 1200, 519]
masthead	[46, 23, 1883, 77]
article-paragraph: Mr. Cresswell's motion to delete Poutsma's name and substitute that of General Botha, was negatived by 64 votes to 13 after five hours' debate. The Bill passed through committee and the House adjourned.	[519, 710, 735, 752]
article-paragraph: Mr. Pease introduced the Plural Voting Bill, and Mr. McKenna the Welsh Church Bill.	[751, 189, 968, 209]
section-subhead: OLD AGE PENSIONS AND INSURANCE.	[774, 383, 945, 393]
section-subhead: MANN'S MISSION A FARCE.	[519, 854, 735, 871]
column-headline: Labor Troubles	[984, 89, 1200, 121]
article-paragraph: At an inquest to-day on George Edward Collins, who died on Tuesday after being treated by a certain complaint with a drug known as adrenalin, or 606, in the course of his evidence, a medical man stated that he did not generally regard the remedy mentioned as specially risky. A verdict was returned that deceased died from pulmonary embolism.	[751, 939, 968, 1002]
article-paragraph: The meeting of ironworkers decided to take a ballot as early as possible as to the advisability of returning to work.	[984, 376, 1200, 396]
